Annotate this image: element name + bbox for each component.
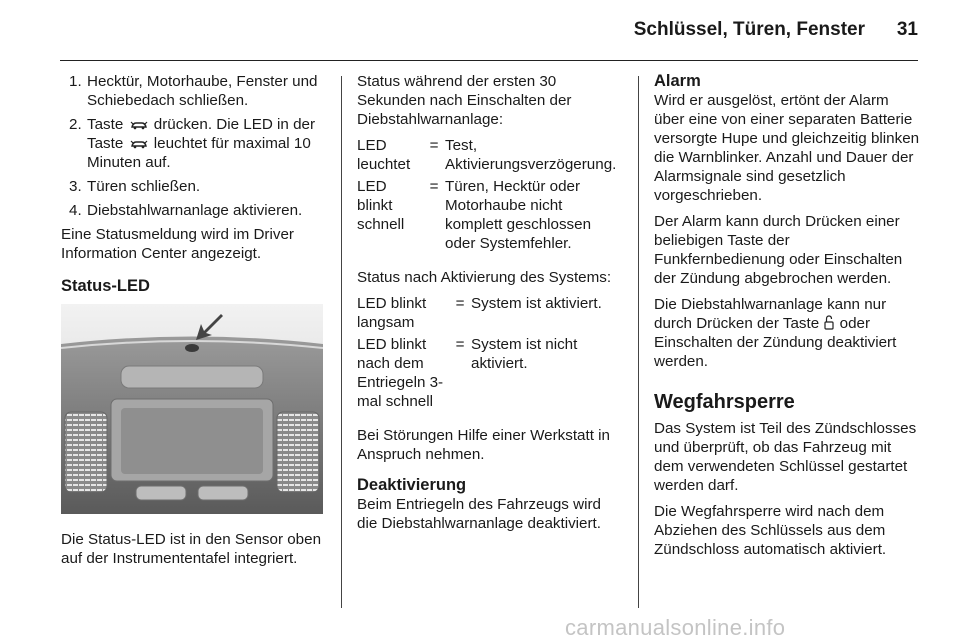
step-text: leuchtet für maximal 10 Minuten auf. bbox=[87, 135, 311, 171]
table-cell-eq: = bbox=[429, 137, 439, 154]
table-row bbox=[357, 294, 623, 335]
step-text: Hecktür, Motorhaube, Fenster und Schiebedach schließen. bbox=[87, 73, 318, 109]
status-intro-1: Status während der ersten 30 Sekunden nach Einschalten der Diebstahlwarnanlage: bbox=[357, 73, 572, 128]
step-text: Diebstahlwarnanlage aktivieren. bbox=[87, 202, 303, 219]
step-text: Türen schließen. bbox=[87, 178, 201, 195]
list-item bbox=[61, 177, 327, 196]
table-cell-eq: = bbox=[429, 178, 439, 195]
table-cell-value: System ist nicht aktiviert. bbox=[471, 336, 578, 372]
page-number: 31 bbox=[896, 19, 918, 40]
status-table-2 bbox=[357, 294, 623, 414]
table-cell-value: System ist aktiviert. bbox=[471, 295, 602, 312]
steps-list bbox=[61, 72, 327, 220]
header-title: Schlüssel, Türen, Fenster bbox=[633, 19, 865, 40]
alarm-text-1: Wird er ausgelöst, ertönt der Alarm über eine von einer separaten Batterie versorgte Hupe und gleichzeitig blinken die Warnblinker. Anzahl und Dauer der Alarmsignale sind gesetzlich vorgeschrieben. bbox=[654, 92, 920, 204]
alarm-text-3-part-2: oder Einschalten der Zündung deaktiviert werden. bbox=[654, 315, 897, 370]
table-row bbox=[357, 136, 623, 177]
immobilizer-heading: Wegfahrsperre bbox=[654, 391, 795, 413]
table-cell-key: LED blinkt nach dem Entriegeln 3-mal schnell bbox=[357, 336, 444, 410]
car-lock-icon bbox=[130, 139, 148, 149]
status-message-text: Eine Statusmeldung wird im Driver Information Center angezeigt. bbox=[61, 226, 294, 262]
photo-caption: Die Status-LED ist in den Sensor oben auf der Instrumententafel integriert. bbox=[61, 531, 322, 567]
step-number: 4. bbox=[69, 202, 82, 219]
table-row bbox=[357, 177, 623, 256]
immobilizer-text-1: Das System ist Teil des Zündschlosses und überprüft, ob das Fahrzeug mit dem verwendeten Schlüssel gestartet werden darf. bbox=[654, 420, 917, 494]
car-lock-icon bbox=[130, 120, 148, 130]
table-cell-key: LED blinkt schnell bbox=[357, 178, 405, 233]
dashboard-photo bbox=[61, 304, 323, 514]
deactivation-heading: Deaktivierung bbox=[357, 476, 467, 494]
step-text: drücken. Die LED in der Taste bbox=[87, 116, 316, 152]
unlock-icon bbox=[824, 315, 834, 330]
table-cell-value: Türen, Hecktür oder Motorhaube nicht komplett geschlossen oder Systemfehler. bbox=[445, 178, 592, 252]
status-led-heading: Status-LED bbox=[61, 277, 150, 295]
alarm-heading: Alarm bbox=[654, 72, 701, 90]
immobilizer-text-2: Die Wegfahrsperre wird nach dem Abziehen des Schlüssels aus dem Zündschloss automatisch aktiviert. bbox=[654, 503, 887, 558]
table-cell-key: LED blinkt langsam bbox=[357, 295, 427, 331]
table-cell-eq: = bbox=[455, 336, 465, 353]
step-number: 2. bbox=[69, 116, 82, 133]
table-cell-value: Test, Aktivierungsverzögerung. bbox=[445, 137, 617, 173]
alarm-text-3-part-1: Die Diebstahlwarnanlage kann nur durch Drücken der Taste bbox=[654, 296, 887, 332]
header-rule bbox=[60, 60, 918, 61]
alarm-text-3 bbox=[654, 295, 920, 371]
column-3 bbox=[654, 72, 920, 566]
table-row bbox=[357, 335, 623, 414]
fault-text: Bei Störungen Hilfe einer Werkstatt in Anspruch nehmen. bbox=[357, 427, 610, 463]
table-cell-key: LED leuchtet bbox=[357, 137, 411, 173]
step-number: 1. bbox=[69, 73, 82, 90]
column-1 bbox=[61, 72, 327, 575]
status-intro-2: Status nach Aktivierung des Systems: bbox=[357, 269, 612, 286]
status-table-1 bbox=[357, 136, 623, 256]
step-text: Taste bbox=[87, 116, 124, 133]
list-item bbox=[61, 115, 327, 172]
column-divider-2 bbox=[638, 76, 639, 608]
alarm-text-2: Der Alarm kann durch Drücken einer beliebigen Taste der Funkfernbedienung oder Einschalten der Zündung abgebrochen werden. bbox=[654, 213, 903, 287]
column-divider-1 bbox=[341, 76, 342, 608]
table-cell-eq: = bbox=[455, 295, 465, 312]
watermark: carmanualsonline.info bbox=[565, 615, 786, 640]
list-item bbox=[61, 201, 327, 220]
column-2 bbox=[357, 72, 623, 540]
step-number: 3. bbox=[69, 178, 82, 195]
deactivation-text: Beim Entriegeln des Fahrzeugs wird die Diebstahlwarnanlage deaktiviert. bbox=[357, 496, 601, 532]
list-item bbox=[61, 72, 327, 110]
